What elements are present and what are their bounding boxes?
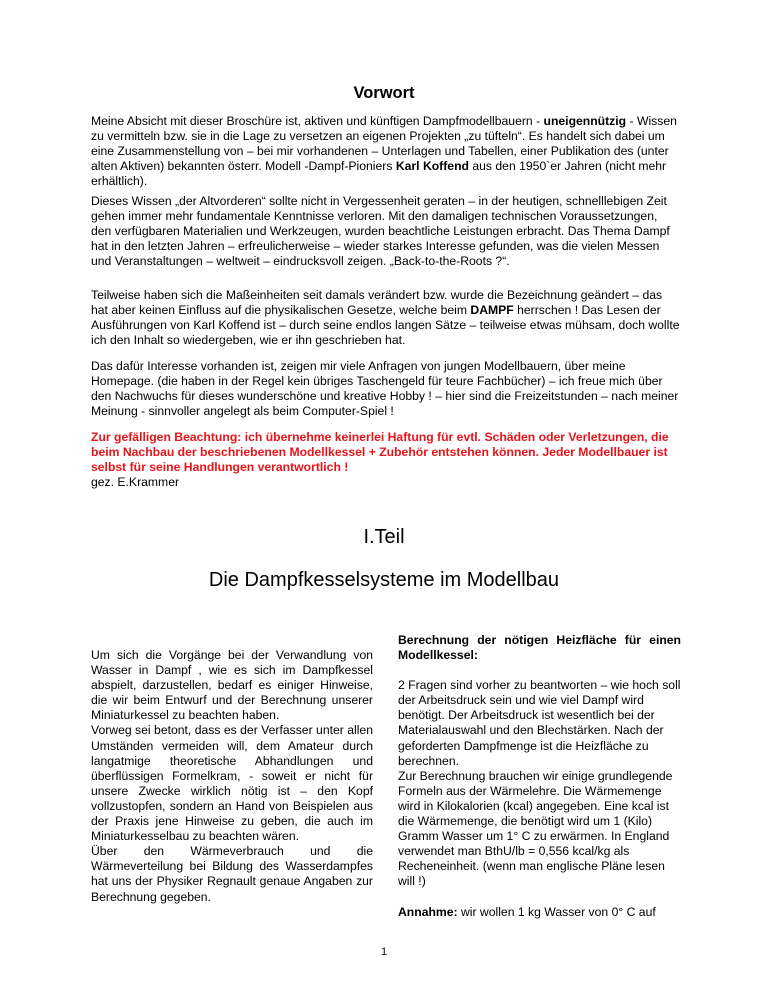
part-subtitle: Die Dampfkesselsysteme im Modellbau xyxy=(208,569,560,591)
signature: gez. E.Krammer xyxy=(91,475,180,489)
foreword-paragraph-2 xyxy=(91,194,681,269)
emphasis-dampf: DAMPF xyxy=(470,303,514,317)
foreword-title: Vorwort xyxy=(353,84,415,102)
left-column xyxy=(91,648,373,905)
page-number: 1 xyxy=(380,946,388,958)
foreword-paragraph-1 xyxy=(91,114,681,189)
liability-warning: Zur gefälligen Beachtung: ich übernehme keinerlei Haftung für evtl. Schäden oder Verletzungen, die beim Nachbau der beschriebenen Modellkessel + Zubehör entstehen können. Jeder Modellbauer ist selbst für seine Handlungen verantwortlich ! xyxy=(91,430,669,474)
right-paragraph-2: Zur Berechnung brauchen wir einige grundlegende Formeln aus der Wärmelehre. Die Wärmemenge wird in Kilokalorien (kcal) angegeben. Eine kcal ist die Wärmemenge, die benötigt wird um 1 (Kilo) Gramm Wasser um 1° C zu erwärmen. In England verwendet man BthU/lb = 0,556 kcal/kg als Recheneinheit. (wenn man englische Pläne lesen will !) xyxy=(398,768,673,889)
assumption-line xyxy=(398,905,681,920)
heating-surface-heading: Berechnung der nötigen Heizfläche für einen Modellkessel: xyxy=(398,633,681,663)
text-run: herrschen ! Das Lesen der Ausführungen von Karl Koffend ist – durch seine endlos langen Sätze – teilweise etwas mühsam, doch wollte ich den Inhalt so wiedergeben, wie er ihn geschrieben hat. xyxy=(91,303,680,347)
foreword-paragraph-3 xyxy=(91,288,681,348)
right-paragraph-1: 2 Fragen sind vorher zu beantworten – wie hoch soll der Arbeitsdruck sein und wie viel Dampf wird benötigt. Der Arbeitsdruck ist wesentlich bei der Materialauswahl und den Blechstärken. Nach der geforderten Dampfmenge ist die Heizfläche zu berechnen. xyxy=(398,678,681,768)
left-paragraph-2: Vorweg sei betont, dass es der Verfasser unter allen Umständen vermeiden will, dem Amateur durch langatmige theoretische Abhandlungen und überflüssigen Formelkram, - soweit er nicht für unsere Zwecke wirklich nötig ist – den Kopf vollzustopfen, sondern an Hand von Beispielen aus der Praxis jene Hinweise zu geben, die auch im Miniaturkesselbau zu beachten wären. xyxy=(91,723,373,844)
assumption-text: wir wollen 1 kg Wasser von 0° C auf xyxy=(457,904,656,919)
spacer xyxy=(398,663,681,678)
text-run: Teilweise haben sich die Maßeinheiten seit damals verändert bzw. wurde die Bezeichnung geändert – das hat aber keinen Einfluss auf die physikalischen Gesetze, welche beim xyxy=(91,288,663,317)
assumption-label: Annahme: xyxy=(398,904,458,919)
part-title: I.Teil xyxy=(363,526,405,548)
text-run: Meine Absicht mit dieser Broschüre ist, aktiven und künftigen Dampfmodellbauern - xyxy=(91,114,544,128)
disclaimer-block xyxy=(91,430,681,490)
foreword-paragraph-4 xyxy=(91,359,681,419)
right-column xyxy=(398,633,681,920)
paragraph-text: Das dafür Interesse vorhanden ist, zeigen mir viele Anfragen von jungen Modellbauern, über meine Homepage. (die haben in der Regel kein übriges Taschengeld für teure Fachbücher) – ich freue mich über den Nachwuchs für dieses wunderschöne und kreative Hobby ! – hier sind die Freizeitstunden – nach meiner Meinung - sinnvoller angelegt als beim Computer-Spiel ! xyxy=(91,359,679,418)
left-paragraph-1: Um sich die Vorgänge bei der Verwandlung von Wasser in Dampf , wie es sich im Dampfkessel abspielt, darzustellen, bedarf es einiger Hinweise, die wir beim Entwurf und der Berechnung unserer Miniaturkessel zu beachten haben. xyxy=(91,648,373,723)
left-paragraph-3: Über den Wärmeverbrauch und die Wärmeverteilung bei Bildung des Wasserdampfes hat uns der Physiker Regnault genaue Angaben zur Berechnung gegeben. xyxy=(91,844,373,904)
text-run: - Wissen zu vermitteln bzw. sie in die Lage zu versetzen an eigenen Projekten „zu tüfteln“. Es handelt sich dabei um eine Zusammenstellung von – bei mir vorhandenen – Unterlagen und Tabellen, einer Publikation des (unter alten Aktiven) bekannten österr. Modell -Dampf-Pioniers xyxy=(91,114,677,173)
paragraph-text: Dieses Wissen „der Altvorderen“ sollte nicht in Vergessenheit geraten – in der heutigen, schnelllebigen Zeit gehen immer mehr fundamentale Kenntnisse verloren. Mit den damaligen technischen Voraussetzungen, den verfügbaren Materialien und Werkzeugen, wurden beachtliche Leistungen erbracht. Das Thema Dampf hat in den letzten Jahren – erfreulicherweise – wieder starkes Interesse gefunden, was die vielen Messen und Veranstaltungen – weltweit – eindrucksvoll zeigen. „Back-to-the-Roots ?“. xyxy=(91,194,670,268)
emphasis-uneigennuetzig: uneigennützig xyxy=(543,114,627,128)
author-name: Karl Koffend xyxy=(395,159,469,173)
text-run: aus den 1950`er Jahren (nicht mehr erhältlich). xyxy=(91,159,667,188)
spacer xyxy=(398,890,681,905)
